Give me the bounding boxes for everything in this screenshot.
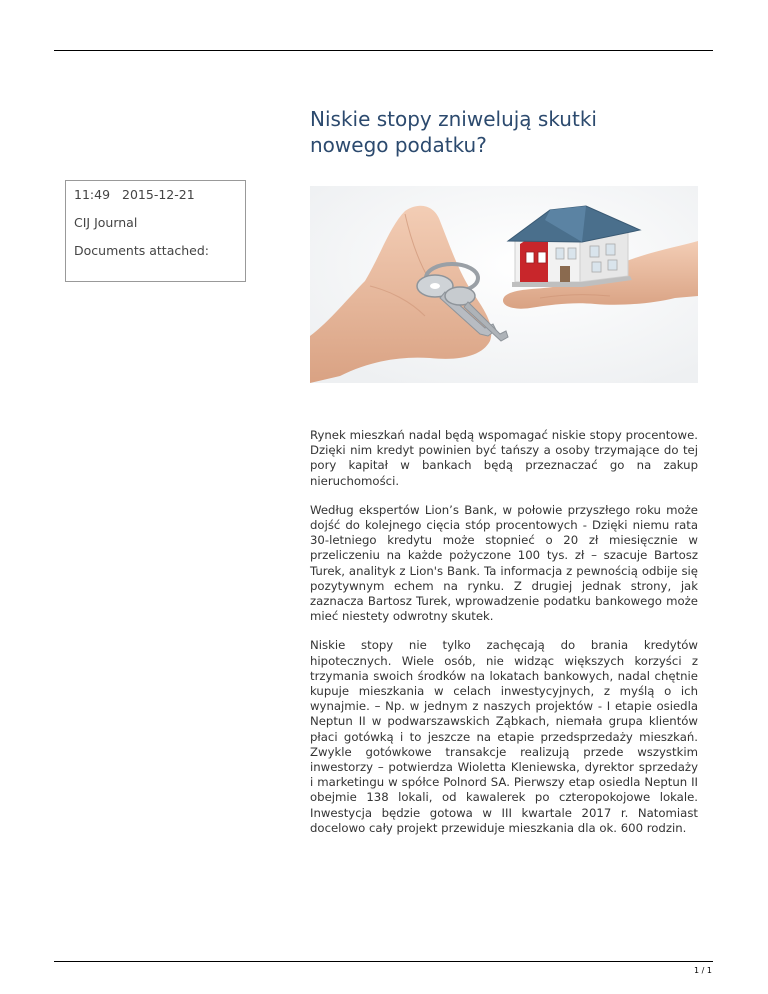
footer-rule [54, 961, 713, 962]
article-paragraph: Według ekspertów Lion’s Bank, w połowie przyszłego roku może dojść do kolejnego cięcia stóp procentowych - Dzięki niemu rata 30-letniego kredytu może stopnieć o 20 zł miesięcznie w przeliczeniu na każde pożyczone 100 tys. zł – szacuje Bartosz Turek, analityk z Lion's Bank. Ta informacja z pewnością odbije się pozytywnym echem na rynku. Z drugiej jednak strony, jak zaznacza Bartosz Turek, wprowadzenie podatku bankowego może mieć niestety odwrotny skutek. [310, 502, 698, 624]
page-number: 1 / 1 [694, 966, 712, 975]
meta-time: 11:49 [74, 187, 111, 202]
hands-with-house-and-keys-image [310, 186, 698, 383]
article-paragraph: Niskie stopy nie tylko zachęcają do brania kredytów hipotecznych. Wiele osób, nie widząc większych korzyści z trzymania swoich środków na lokatach bankowych, nadal chętnie kupuje mieszkania w celach inwestycyjnych, z myślą o ich wynajmie. – Np. w jednym z naszych projektów - I etapie osiedla Neptun II w podwarszawskich Ząbkach, niemała grupa klientów płaci gotówką i to jeszcze na etapie przedsprzedaży mieszkań. Zwykle gotówkowe transakcje realizują przede wszystkim inwestorzy – potwierdza Wioletta Kleniewska, dyrektor sprzedaży i marketingu w spółce Polnord SA. Pierwszy etap osiedla Neptun II obejmie 138 lokali, od kawalerek po czteropokojowe lokale. Inwestycja będzie gotowa w III kwartale 2017 r. Natomiast docelowo cały projekt przewiduje mieszkania dla ok. 600 rodzin. [310, 638, 698, 835]
article-meta-box [65, 180, 246, 282]
meta-date: 2015-12-21 [122, 187, 195, 202]
article-paragraph: Rynek mieszkań nadal będą wspomagać niskie stopy procentowe. Dzięki nim kredyt powinien być tańszy a osoby trzymające do tej pory kapitał w bankach będą przeznaczać go na zakup nieruchomości. [310, 428, 698, 488]
meta-source: CIJ Journal [74, 215, 138, 230]
meta-datetime [74, 187, 237, 203]
meta-attachments-label: Documents attached: [74, 243, 209, 258]
page-title: Niskie stopy zniwelują skutki nowego podatku? [310, 107, 597, 157]
article-body [310, 428, 698, 850]
header-rule [54, 50, 713, 51]
